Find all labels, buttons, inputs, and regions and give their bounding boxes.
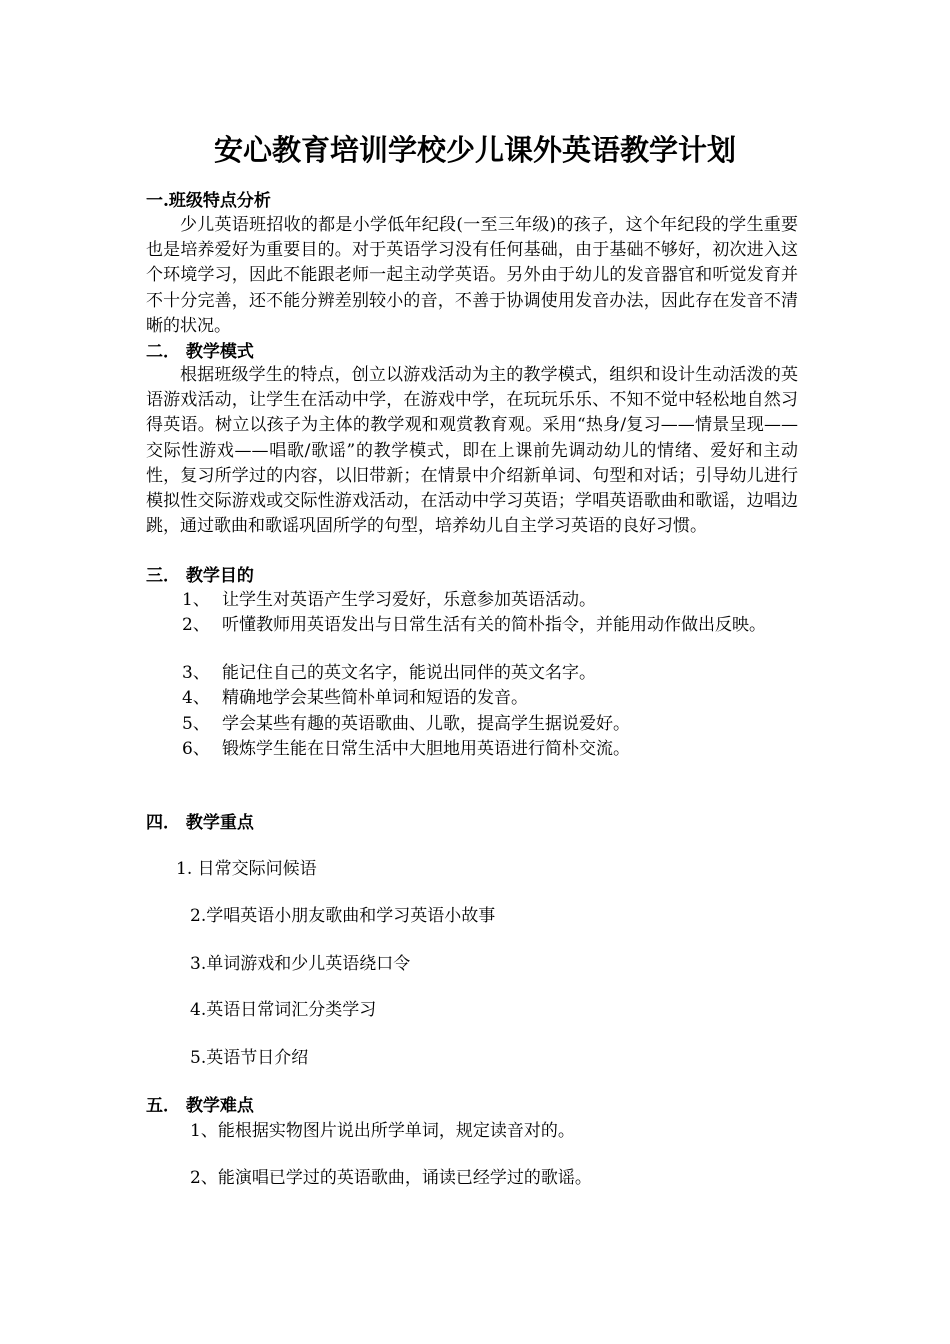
difficulty-item: 2、能演唱已学过的英语歌曲，诵读已经学过的歌谣。 bbox=[190, 1168, 592, 1188]
key-point-item: 4.英语日常词汇分类学习 bbox=[190, 1000, 377, 1020]
goal-text: 学会某些有趣的英语歌曲、儿歌，提高学生据说爱好。 bbox=[222, 714, 630, 734]
goal-item bbox=[146, 686, 798, 712]
key-point-item: 3.单词游戏和少儿英语绕口令 bbox=[190, 954, 411, 974]
goal-text: 能记住自己的英文名字，能说出同伴的英文名字。 bbox=[222, 663, 596, 683]
goal-number: 4、 bbox=[182, 688, 210, 708]
class-analysis-paragraph: 少儿英语班招收的都是小学低年纪段(一至三年级)的孩子，这个年纪段的学生重要也是培养爱好为重要目的。对于英语学习没有任何基础，由于基础不够好，初次进入这个环境学习，因此不能跟老师一起主动学英语。另外由于幼儿的发音器官和听觉发育并不十分完善，还不能分辨差别较小的音，不善于协调使用发音办法，因此存在发音不清晰的状况。 bbox=[146, 215, 798, 336]
goal-item bbox=[146, 712, 798, 738]
goal-number: 5、 bbox=[182, 714, 210, 734]
goal-text: 锻炼学生能在日常生活中大胆地用英语进行简朴交流。 bbox=[222, 739, 630, 759]
section-heading-teaching-goals: 三． 教学目的 bbox=[146, 566, 254, 586]
goal-text: 让学生对英语产生学习爱好，乐意参加英语活动。 bbox=[222, 590, 596, 610]
section-heading-teaching-mode: 二． 教学模式 bbox=[146, 342, 254, 362]
goal-item bbox=[146, 613, 798, 639]
difficulty-item: 1、能根据实物图片说出所学单词，规定读音对的。 bbox=[190, 1121, 575, 1141]
section-heading-class-analysis: 一.班级特点分析 bbox=[146, 191, 271, 211]
goal-number: 3、 bbox=[182, 663, 210, 683]
goal-item bbox=[146, 737, 798, 763]
section-heading-key-points: 四． 教学重点 bbox=[146, 813, 254, 833]
goal-text: 精确地学会某些简朴单词和短语的发音。 bbox=[222, 688, 528, 708]
goal-item bbox=[146, 661, 798, 687]
key-point-item: 2.学唱英语小朋友歌曲和学习英语小故事 bbox=[190, 906, 496, 926]
key-point-item: 1. 日常交际问候语 bbox=[176, 859, 317, 879]
goal-text: 听懂教师用英语发出与日常生活有关的简朴指令，并能用动作做出反映。 bbox=[222, 615, 766, 635]
goal-number: 2、 bbox=[182, 615, 210, 635]
goal-item bbox=[146, 588, 798, 614]
section-heading-difficulties: 五． 教学难点 bbox=[146, 1096, 254, 1116]
goal-number: 1、 bbox=[182, 590, 210, 610]
teaching-mode-paragraph: 根据班级学生的特点，创立以游戏活动为主的教学模式，组织和设计生动活泼的英语游戏活动，让学生在活动中学，在游戏中学，在玩玩乐乐、不知不觉中轻松地自然习得英语。树立以孩子为主体的教学观和观赏教育观。采用“热身/复习——情景呈现——交际性游戏——唱歌/歌谣”的教学模式，即在上课前先调动幼儿的情绪、爱好和主动性，复习所学过的内容，以旧带新；在情景中介绍新单词、句型和对话；引导幼儿进行模拟性交际游戏或交际性游戏活动，在活动中学习英语；学唱英语歌曲和歌谣，边唱边跳，通过歌曲和歌谣巩固所学的句型，培养幼儿自主学习英语的良好习惯。 bbox=[146, 365, 798, 537]
key-point-item: 5.英语节日介绍 bbox=[190, 1048, 309, 1068]
goal-number: 6、 bbox=[182, 739, 210, 759]
document-title: 安心教育培训学校少儿课外英语教学计划 bbox=[213, 133, 736, 167]
